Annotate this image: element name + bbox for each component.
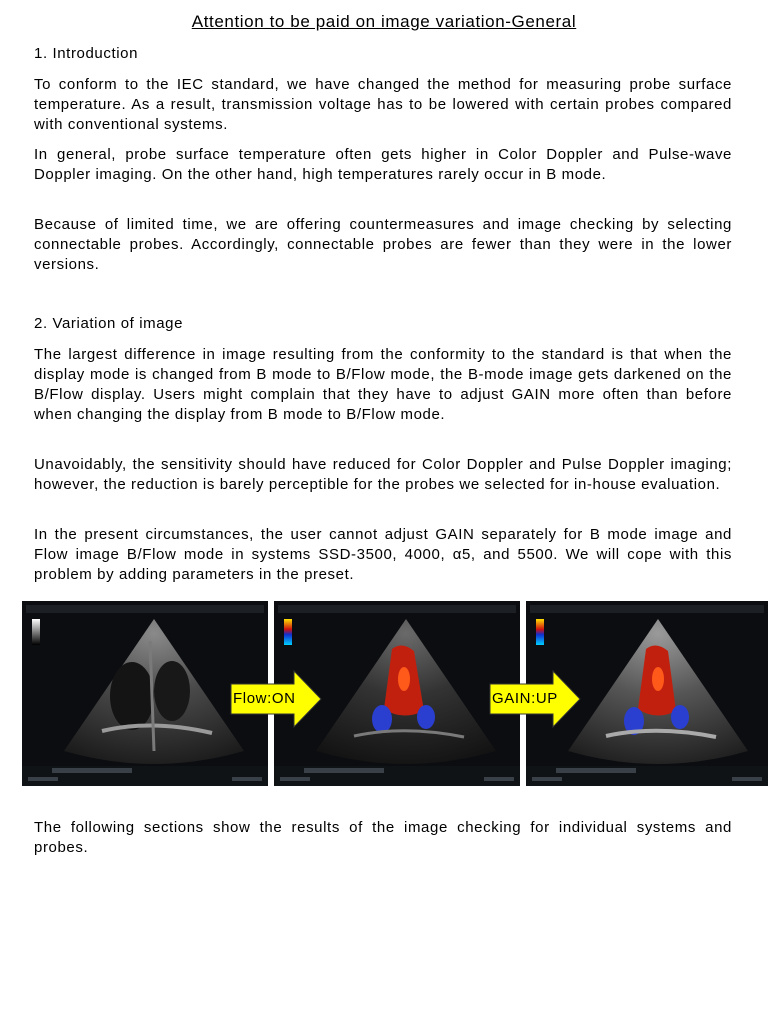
flow-on-arrow [230,670,322,728]
page-title: Attention to be paid on image variation-General [191,12,577,31]
section-2-paragraph: Unavoidably, the sensitivity should have reduced for Color Doppler and Pulse Doppler imaging; however, the reduction is barely perceptible for the probes we selected for in-house evaluation. [34,456,732,493]
section-2-paragraph: The largest difference in image resulting from the conformity to the standard is that when the display mode is changed from B mode to B/Flow mode, the B-mode image gets darkened on the B/Flow display. Users might complain that they have to adjust GAIN more often than before when changing the display from B mode to B/Flow mode. [34,346,732,423]
ultrasound-comparison-figure [22,601,768,786]
section-1-heading: 1. Introduction [34,45,139,62]
section-2-paragraph: In the present circumstances, the user cannot adjust GAIN separately for B mode image and Flow image B/Flow mode in systems SSD-3500, 4000, α5, and 5500. We will cope with this problem by adding parameters in the preset. [34,526,732,583]
flow-on-label: Flow:ON [233,690,296,707]
section-1-paragraph: To conform to the IEC standard, we have changed the method for measuring probe surface temperature. As a result, transmission voltage has to be lowered with certain probes compared with conventional systems. [34,76,732,133]
section-2-heading: 2. Variation of image [34,315,184,332]
closing-paragraph: The following sections show the results of the image checking for individual systems and probes. [34,819,732,856]
gain-up-arrow [489,670,581,728]
section-1-paragraph: Because of limited time, we are offering countermeasures and image checking by selecting connectable probes. Accordingly, connectable probes are fewer than they were in the lower versions. [34,216,732,273]
gain-up-label: GAIN:UP [492,690,558,707]
section-1-paragraph: In general, probe surface temperature often gets higher in Color Doppler and Pulse-wave Doppler imaging. On the other hand, high temperatures rarely occur in B mode. [34,146,732,183]
